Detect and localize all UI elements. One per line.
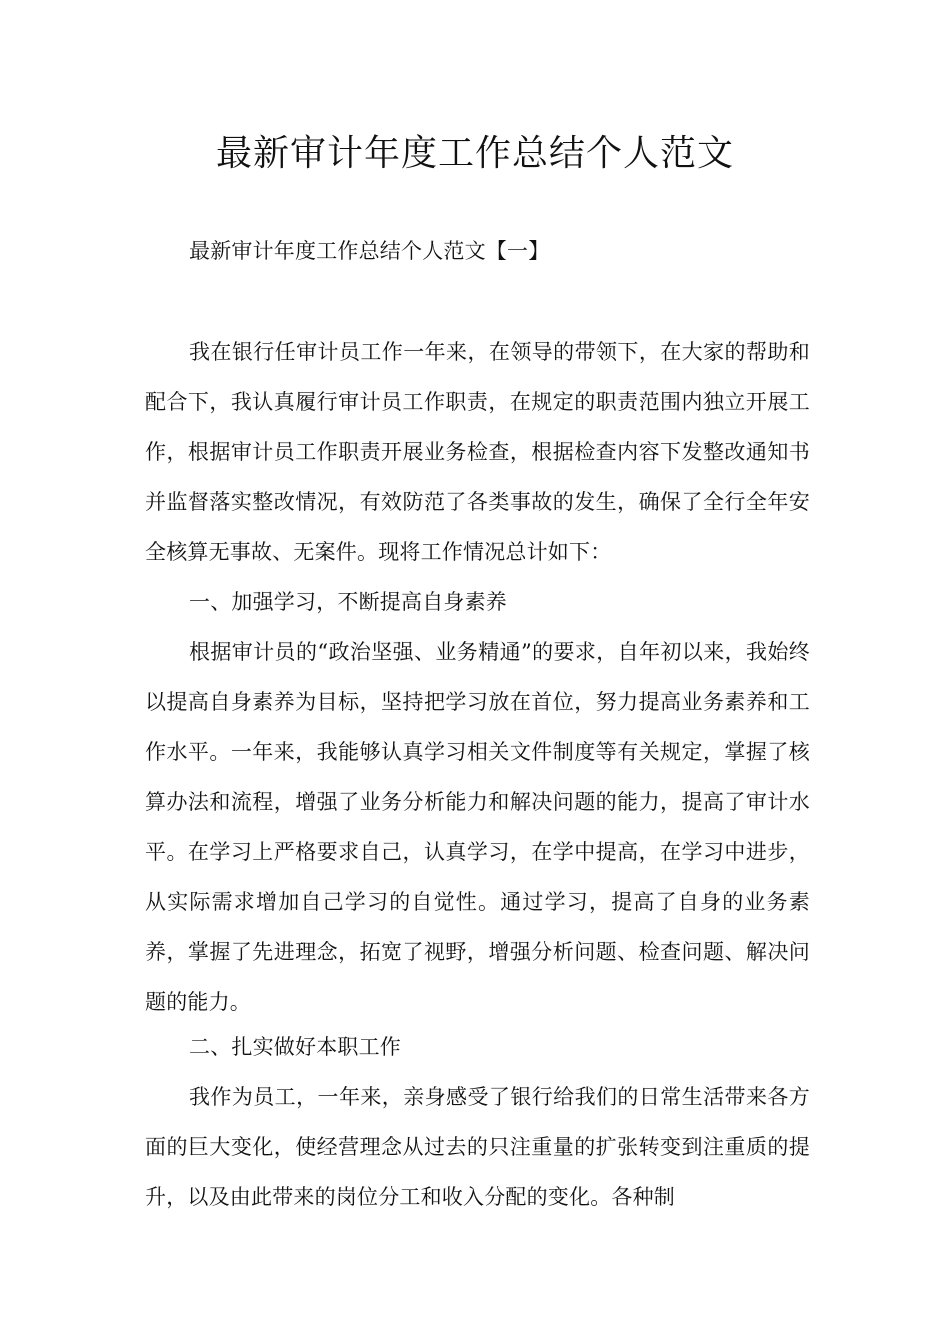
paragraph-study: 根据审计员的“政治坚强、业务精通”的要求，自年初以来，我始终以提高自身素养为目标，坚持把学习放在首位，努力提高业务素养和工作水平。一年来，我能够认真学习相关文件制度等有关规定，掌握了核算办法和流程，增强了业务分析能力和解决问题的能力，提高了审计水平。在学习上严格要求自己，认真学习，在学中提高，在学习中进步，从实际需求增加自己学习的自觉性。通过学习，提高了自身的业务素养，掌握了先进理念，拓宽了视野，增强分析问题、检查问题、解决问题的能力。: [145, 640, 810, 1014]
paragraph-work: 我作为员工，一年来，亲身感受了银行给我们的日常生活带来各方面的巨大变化，使经营理念从过去的只注重量的扩张转变到注重质的提升，以及由此带来的岗位分工和收入分配的变化。各种制: [145, 1085, 810, 1209]
section-heading-1: 一、加强学习，不断提高自身素养: [189, 590, 507, 614]
section-heading-2: 二、扎实做好本职工作: [189, 1035, 401, 1059]
document-title: 最新审计年度工作总结个人范文: [215, 133, 734, 174]
paragraph-intro: 我在银行任审计员工作一年来，在领导的带领下，在大家的帮助和配合下，我认真履行审计员工作职责，在规定的职责范围内独立开展工作，根据审计员工作职责开展业务检查，根据检查内容下发整改通知书并监督落实整改情况，有效防范了各类事故的发生，确保了全行全年安全核算无事故、无案件。现将工作情况总计如下：: [145, 340, 810, 564]
document-subtitle: 最新审计年度工作总结个人范文【一】: [189, 239, 550, 263]
